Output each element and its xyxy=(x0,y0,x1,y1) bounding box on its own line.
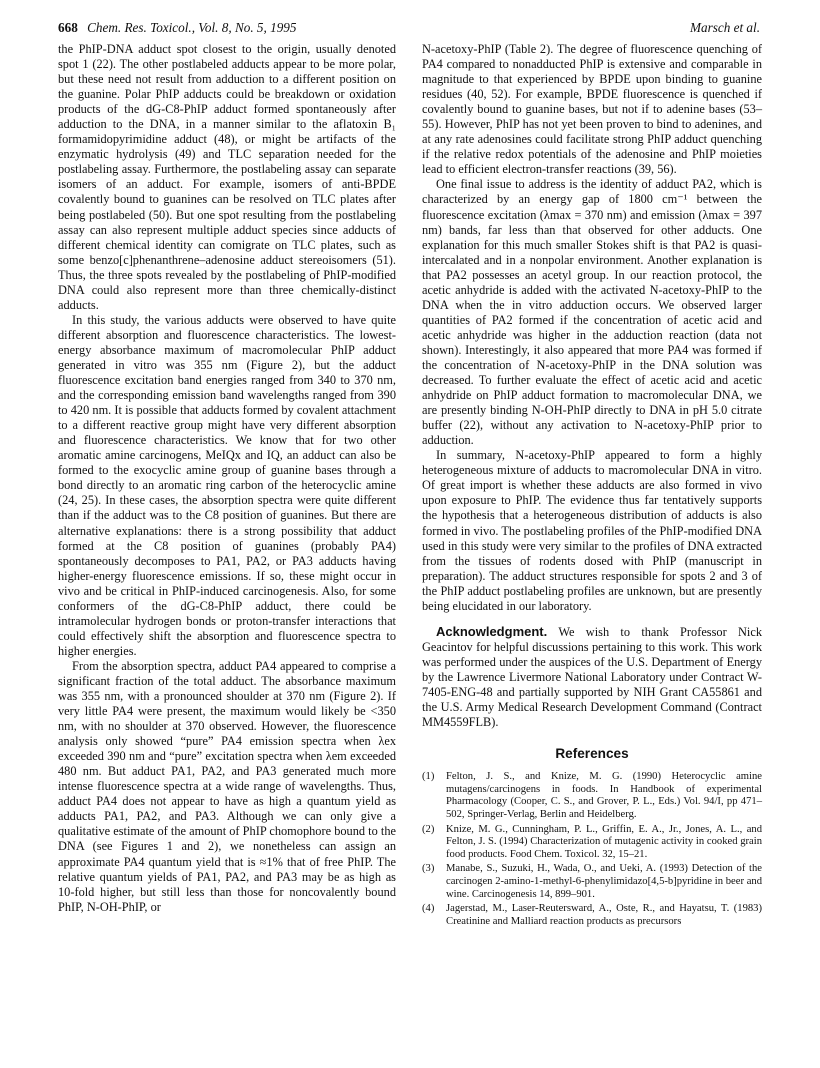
acknowledgment-title: Acknowledgment. xyxy=(436,623,548,639)
paragraph: N-acetoxy-PhIP (Table 2). The degree of fluorescence quenching of PA4 compared to nonadducted PhIP is extensive and comparable in magnitude to that experienced by BPDE upon binding to guanine residues (40, 52). For example, BPDE fluorescence is quenched if covalently bound to guanine bases, but not if to adenine bases (53–55). However, PhIP has not yet been proven to bind to adenines, and at any rate adenosines could facilitate strong PhIP adduct quenching if the relative redox potentials of the adenosine and PhIP moieties lead to efficient electron-transfer reactions (39, 56). xyxy=(422,42,762,177)
page-header xyxy=(58,20,760,42)
references-list xyxy=(422,771,762,928)
reference-text: Knize, M. G., Cunningham, P. L., Griffin, E. A., Jr., Jones, A. L., and Felton, J. S. (1994) Characterization of mutagenic activity in cooked grain food products. Food Chem. Toxicol. 32, 15–21. xyxy=(446,823,762,860)
paragraph: In summary, N-acetoxy-PhIP appeared to form a highly heterogeneous mixture of adducts to macromolecular DNA in vitro. Of great import is whether these adducts are also formed in vivo upon exposure to PhIP. The evidence thus far tentatively supports the hypothesis that a heterogeneous distribution of adducts is also formed in vivo. The postlabeling profiles of the PhIP-modified DNA used in this study were very similar to the profiles of DNA extracted from the tissues of rodents dosed with PhIP (manuscript in preparation). The adduct structures responsible for spots 2 and 3 of the PhIP adduct postlabeling profiles are unknown, but are presently being elucidated in our laboratory. xyxy=(422,448,762,613)
left-column xyxy=(58,42,396,915)
acknowledgment xyxy=(422,624,762,730)
acknowledgment-text: We wish to thank Professor Nick Geacintov for helpful discussions pertaining to this work. This work was performed under the auspices of the U.S. Department of Energy by the Lawrence Livermore National Laboratory under Contract W-7405-ENG-48 and partially supported by NIH Grant CA55861 and the U.S. Army Medical Research Development Command (Contract MM4559FLB). xyxy=(422,624,762,730)
reference-number: (3) xyxy=(422,863,435,875)
reference-item xyxy=(422,903,762,928)
paragraph: In this study, the various adducts were observed to have quite different absorption and fluorescence characteristics. The lowest-energy absorbance maximum of macromolecular PhIP adduct generated in vitro was 355 nm (Figure 2), but the adduct fluorescence excitation band energies ranged from 340 to 370 nm, and the corresponding emission band wavelengths ranged from 390 to 420 nm. It is possible that adducts formed by covalent attachment to a different reactive group might have very different absorption and fluorescence characteristics. We know that for two other aromatic amine carcinogens, MeIQx and IQ, an adduct can also be formed to the exocyclic amine group of guanine bases through a bond directly to an aromatic ring carbon of the heterocyclic amine (24, 25). In these cases, the absorption spectra were quite different than if the adduct was to the C8 position of guanines. But there are alternative explanations: there is a strong possibility that adduct formed at the C8 position of guanines (probably PA4) spontaneously decomposes to PA1, PA2, or PA3 adducts having higher-energy fluorescence emissions. If so, these might occur in vivo and be critical in PhIP-induced carcinogenesis. Also, for some conformers of the dG-C8-PhIP adduct, there could be intramolecular hydrogen bonds or proton-transfer interactions that could effectively shift the absorption and fluorescence spectra to higher energies. xyxy=(58,312,396,658)
paragraph: the PhIP-DNA adduct spot closest to the origin, usually denoted spot 1 (22). The other postlabeled adducts appear to be more polar, but these need not result from adduction to a different position on the guanine. Polar PhIP adducts could be breakdown or oxidation products of the dG-C8-PhIP adduct formed spontaneously after adduction to the DNA, in a manner similar to the aflatoxin B₁ formamidopyrimidine adduct (48), or might be artifacts of the enzymatic hydrolysis (49) and TLC separation needed for the postlabeling assay. Furthermore, the postlabeling assay can separate isomers of an adduct. For example, isomers of anti-BPDE covalently bound to guanines can be resolved on TLC plates after being postlabeled (50). But one spot resulting from the postlabeling assay can also represent multiple adduct species since adducts of different chemical identity can comigrate on TLC plates, such as some benzo[c]phenanthrene–adenosine adduct stereoisomers (51). Thus, the three spots revealed by the postlabeling of PhIP-modified DNA could also represent more than three chemically-distinct adducts. xyxy=(58,42,396,312)
reference-item xyxy=(422,863,762,901)
right-column xyxy=(422,42,762,930)
reference-item xyxy=(422,771,762,821)
header-left xyxy=(58,20,297,36)
running-authors: Marsch et al. xyxy=(690,20,760,35)
reference-number: (2) xyxy=(422,823,435,835)
paragraph: One final issue to address is the identity of adduct PA2, which is characterized by an energy gap of 1800 cm⁻¹ between the fluorescence excitation (λmax = 370 nm) and emission (λmax = 397 nm) bands, far less than that observed for other adducts. One explanation for this much smaller Stokes shift is that PA2 is quasi-intercalated and in a nonpolar environment. Another explanation is that PA2 possesses an acetyl group. In our reaction protocol, the acetic anhydride is added with the activated N-acetoxy-PhIP to the DNA when the in vitro adduction occurs. We observed larger quantities of PA2 formed if the concentration of acetic acid and acetic anhydride was higher in the adduction reaction (data not shown). Interestingly, it also appeared that more PA4 was formed if the concentration of N-acetoxy-PhIP in the DNA solution was decreased. To further evaluate the effect of acetic acid and acetic anhydride on PhIP adduct formation to macromolecular DNA, we are presently binding N-OH-PhIP directly to DNA in pH 5.0 citrate buffer (22), without any activation to N-acetoxy-PhIP prior to adduction. xyxy=(422,177,762,448)
page-number: 668 xyxy=(58,20,78,35)
reference-number: (4) xyxy=(422,903,435,915)
journal-citation: Chem. Res. Toxicol., Vol. 8, No. 5, 1995 xyxy=(87,20,297,35)
reference-number: (1) xyxy=(422,771,435,783)
reference-text: Jagerstad, M., Laser-Reutersward, A., Oste, R., and Hayatsu, T. (1983) Creatinine and Malliard reaction products as precursors xyxy=(446,903,762,927)
reference-item xyxy=(422,824,762,862)
reference-text: Manabe, S., Suzuki, H., Wada, O., and Ueki, A. (1993) Detection of the carcinogen 2-amino-1-methyl-6-phenylimidazo[4,5-b]pyridine in beer and wine. Carcinogenesis 14, 899–901. xyxy=(446,863,762,900)
references-heading: References xyxy=(555,746,629,762)
paragraph: From the absorption spectra, adduct PA4 appeared to comprise a significant fraction of the total adduct. The absorbance maximum was 355 nm, with a pronounced shoulder at 370 nm (Figure 2). If very little PA4 were present, the maximum would likely be <350 nm, with no shoulder at 370 observed. However, the fluorescence analysis only showed “pure” PA4 emission spectra when λex exceeded 390 nm and “pure” excitation spectra when λem exceeded 480 nm. But adduct PA1, PA2, and PA3 generated much more intense fluorescence spectra at a wide range of wavelengths. Thus, adduct PA4 does not appear to have as high a quantum yield as adducts PA1, PA2, and PA3. Although we can only give a qualitative estimate of the amount of PhIP chomophore bound to the DNA (see Figures 1 and 2), we nonetheless can assign an approximate PA4 quantum yield that is ≈1% that of free PhIP. The relative quantum yields of PA1, PA2, and PA3 may be as high as 10-fold higher, but still less than those for noncovalently bound PhIP, N-OH-PhIP, or xyxy=(58,658,396,914)
reference-text: Felton, J. S., and Knize, M. G. (1990) Heterocyclic amine mutagens/carcinogens in foods. In Handbook of experimental Pharmacology (Cooper, C. S., and Grover, P. L., Eds.) Vol. 94/I, pp 471–502, Springer-Verlag, Berlin and Heidelberg. xyxy=(446,771,762,820)
